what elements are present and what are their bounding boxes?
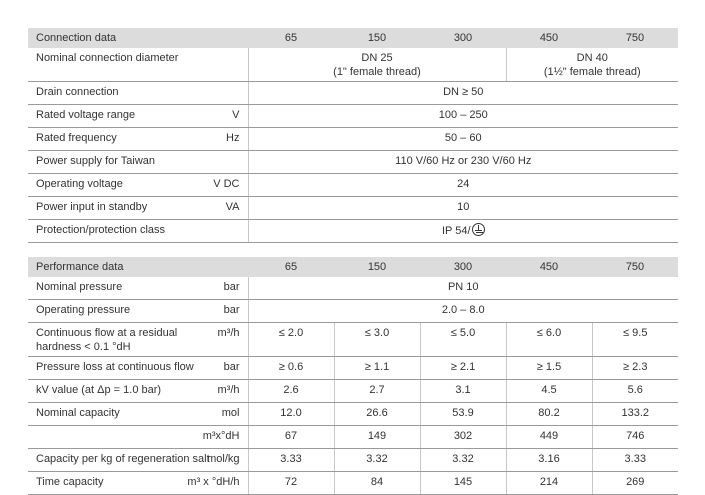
cell-value: 449	[506, 426, 592, 449]
cell-value: ≤ 3.0	[334, 323, 420, 357]
cell-value: 67	[248, 426, 334, 449]
row-label: Rated voltage range	[28, 105, 138, 128]
dn25-cell	[248, 48, 506, 82]
cell-value: 2.6	[248, 380, 334, 403]
row-label: Power input in standby	[28, 197, 138, 220]
row-unit: mol/kg	[138, 449, 248, 472]
cell-value: 214	[506, 472, 592, 495]
row-unit: m³/h	[138, 380, 248, 403]
performance-data-table	[28, 257, 678, 495]
model-header: 300	[420, 257, 506, 277]
cell-value: ≥ 0.6	[248, 357, 334, 380]
row-unit: V	[138, 105, 248, 128]
row-label: Nominal pressure	[28, 277, 138, 300]
cell-value: 302	[420, 426, 506, 449]
row-label-line1: Continuous flow at a residual	[36, 327, 178, 339]
connection-data-table	[28, 28, 678, 243]
row-label: Nominal connection diameter	[28, 48, 138, 82]
cell-value: 133.2	[592, 403, 678, 426]
dn25-value: DN 25	[361, 52, 393, 64]
cell-value: 84	[334, 472, 420, 495]
row-label: Operating pressure	[28, 300, 138, 323]
cell-value: ≥ 1.5	[506, 357, 592, 380]
row-label: Power supply for Taiwan	[28, 151, 138, 174]
table-row	[28, 277, 678, 300]
cell-value: 26.6	[334, 403, 420, 426]
cell-value: 12.0	[248, 403, 334, 426]
row-value: 24	[248, 174, 678, 197]
cell-value: 149	[334, 426, 420, 449]
row-unit	[138, 82, 248, 105]
cell-value: 5.6	[592, 380, 678, 403]
dn40-cell	[506, 48, 678, 82]
row-value: 10	[248, 197, 678, 220]
row-value: 2.0 – 8.0	[248, 300, 678, 323]
cell-value: 72	[248, 472, 334, 495]
row-label: Pressure loss at continuous flow	[28, 357, 138, 380]
row-label	[28, 323, 178, 357]
model-header: 750	[592, 257, 678, 277]
table-row	[28, 48, 678, 82]
model-header: 150	[334, 257, 420, 277]
model-header: 750	[592, 28, 678, 48]
table-row	[28, 472, 678, 495]
row-label-line2: hardness < 0.1 °dH	[36, 341, 131, 353]
model-header: 65	[248, 257, 334, 277]
row-label: Time capacity	[28, 472, 138, 495]
performance-title: Performance data	[28, 257, 248, 277]
table-row	[28, 323, 678, 357]
row-unit: m³x°dH	[138, 426, 248, 449]
row-value: DN ≥ 50	[248, 82, 678, 105]
table-row	[28, 220, 678, 243]
cell-value: 145	[420, 472, 506, 495]
row-unit: VA	[138, 197, 248, 220]
cell-value: 4.5	[506, 380, 592, 403]
cell-value: 3.32	[334, 449, 420, 472]
row-label: Operating voltage	[28, 174, 138, 197]
row-label: Nominal capacity	[28, 403, 138, 426]
model-header: 450	[506, 257, 592, 277]
row-label: Drain connection	[28, 82, 138, 105]
row-value	[248, 220, 678, 243]
cell-value: 2.7	[334, 380, 420, 403]
table-row	[28, 174, 678, 197]
cell-value: ≥ 2.1	[420, 357, 506, 380]
protective-earth-icon	[472, 223, 485, 236]
row-unit: m³/h	[138, 323, 248, 357]
performance-header-row	[28, 257, 678, 277]
model-header: 65	[248, 28, 334, 48]
row-value: 110 V/60 Hz or 230 V/60 Hz	[248, 151, 678, 174]
table-row	[28, 82, 678, 105]
model-header: 300	[420, 28, 506, 48]
table-row	[28, 151, 678, 174]
cell-value: 269	[592, 472, 678, 495]
dn40-thread: (1½" female thread)	[543, 66, 641, 78]
table-row	[28, 128, 678, 151]
row-label	[28, 426, 138, 449]
protection-value: IP 54/	[441, 225, 471, 237]
model-header: 450	[506, 28, 592, 48]
row-unit: bar	[138, 277, 248, 300]
table-row	[28, 357, 678, 380]
row-unit: m³ x °dH/h	[138, 472, 248, 495]
row-label: Protection/protection class	[28, 220, 138, 243]
cell-value: ≤ 5.0	[420, 323, 506, 357]
row-label: Capacity per kg of regeneration salt	[28, 449, 138, 472]
spec-sheet	[28, 28, 678, 495]
cell-value: 80.2	[506, 403, 592, 426]
row-value: 100 – 250	[248, 105, 678, 128]
row-value: PN 10	[248, 277, 678, 300]
row-label: kV value (at Δp = 1.0 bar)	[28, 380, 138, 403]
dn25-thread: (1" female thread)	[333, 66, 421, 78]
cell-value: 3.33	[592, 449, 678, 472]
table-row	[28, 426, 678, 449]
cell-value: 3.33	[248, 449, 334, 472]
cell-value: 3.1	[420, 380, 506, 403]
cell-value: ≤ 6.0	[506, 323, 592, 357]
table-row	[28, 300, 678, 323]
table-row	[28, 380, 678, 403]
cell-value: 53.9	[420, 403, 506, 426]
connection-header-row	[28, 28, 678, 48]
cell-value: 746	[592, 426, 678, 449]
dn40-value: DN 40	[576, 52, 608, 64]
table-row	[28, 449, 678, 472]
table-row	[28, 403, 678, 426]
cell-value: ≥ 2.3	[592, 357, 678, 380]
table-row	[28, 197, 678, 220]
section-gap	[28, 243, 678, 257]
table-row	[28, 105, 678, 128]
model-header: 150	[334, 28, 420, 48]
row-unit: mol	[138, 403, 248, 426]
cell-value: ≥ 1.1	[334, 357, 420, 380]
connection-title: Connection data	[28, 28, 248, 48]
row-unit: bar	[138, 357, 248, 380]
cell-value: 3.32	[420, 449, 506, 472]
row-unit: V DC	[138, 174, 248, 197]
cell-value: ≤ 9.5	[592, 323, 678, 357]
cell-value: 3.16	[506, 449, 592, 472]
row-value: 50 – 60	[248, 128, 678, 151]
row-unit: Hz	[138, 128, 248, 151]
row-unit: bar	[138, 300, 248, 323]
cell-value: ≤ 2.0	[248, 323, 334, 357]
row-label: Rated frequency	[28, 128, 138, 151]
